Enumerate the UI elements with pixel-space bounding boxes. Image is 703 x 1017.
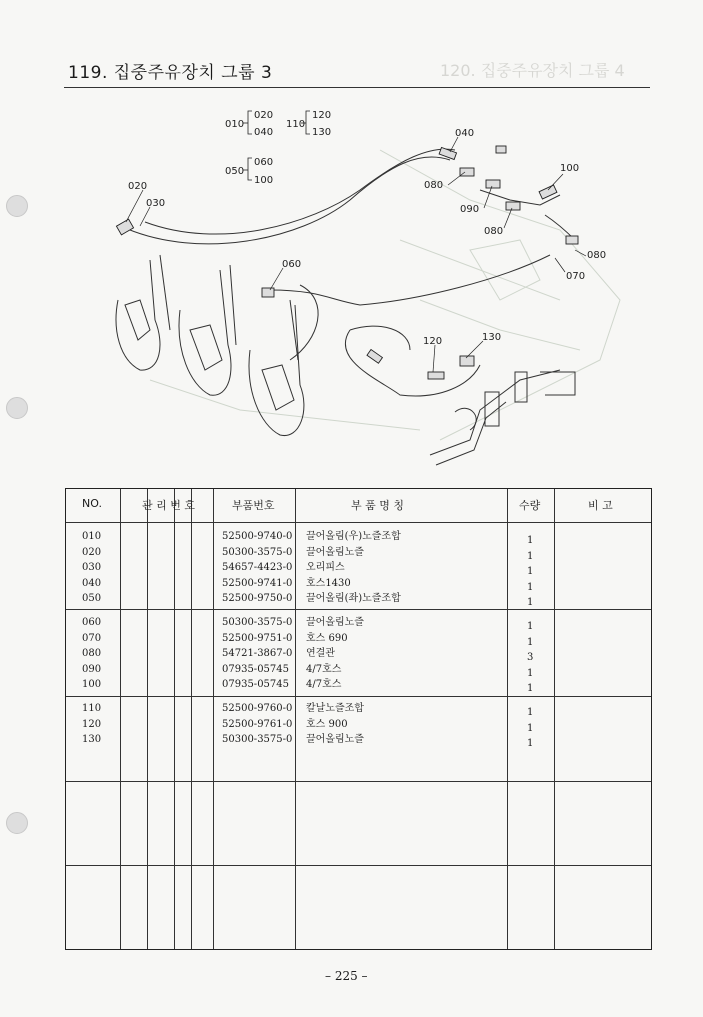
group-label: 130 <box>312 127 332 138</box>
group-label: 120 <box>312 110 332 121</box>
header-no: NO. <box>82 497 102 510</box>
blade-assemblies <box>116 255 304 436</box>
name-cell: 칼날노즐조합 호스 900 끌어올림노즐 <box>306 703 364 746</box>
leader-lines <box>126 137 586 372</box>
callout-080: 080 <box>484 226 504 237</box>
page-title: 119. 집중주유장치 그룹 3 <box>68 63 273 83</box>
header-mgmt: 관 리 번 호 <box>142 499 195 512</box>
group-label: 040 <box>254 127 274 138</box>
fittings <box>116 146 578 379</box>
callout-090: 090 <box>460 204 480 215</box>
group-label: 100 <box>254 175 274 186</box>
callout-080: 080 <box>587 250 607 261</box>
qty-cell: 1 1 3 1 1 <box>527 621 534 695</box>
group-label: 010 <box>225 119 245 130</box>
hose-lines <box>125 149 575 396</box>
no-cell: 110 120 130 <box>82 703 102 746</box>
title-rule <box>64 87 650 88</box>
callout-030: 030 <box>146 198 166 209</box>
group-label: 020 <box>254 110 274 121</box>
page-number: – 225 – <box>325 969 368 983</box>
callout-080: 080 <box>424 180 444 191</box>
header-remark: 비 고 <box>588 499 613 512</box>
header-part-no: 부품번호 <box>232 499 275 512</box>
callout-020: 020 <box>128 181 148 192</box>
binder-hole <box>6 812 28 834</box>
group-label: 110 <box>286 119 306 130</box>
callout-060: 060 <box>282 259 302 270</box>
part-no-cell: 50300-3575-0 52500-9751-0 54721-3867-0 07935-05745 07935-05745 <box>222 617 293 691</box>
bleed-through-title: 120. 집중주유장치 그룹 4 <box>440 61 625 80</box>
no-cell: 010 020 030 040 050 <box>82 531 102 605</box>
part-no-cell: 52500-9760-0 52500-9761-0 50300-3575-0 <box>222 703 293 746</box>
name-cell: 끌어올림(우)노즐조합 끌어올림노즐 오리피스 호스1430 끌어올림(좌)노즐조합 <box>306 531 401 605</box>
frame-bracket <box>430 370 575 465</box>
group-label: 050 <box>225 166 245 177</box>
qty-cell: 1 1 1 <box>527 707 534 750</box>
callout-130: 130 <box>482 332 502 343</box>
group-label: 060 <box>254 157 274 168</box>
header-name: 부 품 명 칭 <box>351 499 404 512</box>
name-cell: 끌어올림노즐 호스 690 연결관 4/7호스 4/7호스 <box>306 617 364 691</box>
qty-cell: 1 1 1 1 1 <box>527 535 534 609</box>
header-qty: 수량 <box>519 499 541 512</box>
callout-040: 040 <box>455 128 475 139</box>
callout-120: 120 <box>423 336 443 347</box>
part-no-cell: 52500-9740-0 50300-3575-0 54657-4423-0 52500-9741-0 52500-9750-0 <box>222 531 293 605</box>
no-cell: 060 070 080 090 100 <box>82 617 102 691</box>
parts-diagram <box>0 95 703 480</box>
callout-070: 070 <box>566 271 586 282</box>
parts-table <box>65 488 652 950</box>
callout-100: 100 <box>560 163 580 174</box>
